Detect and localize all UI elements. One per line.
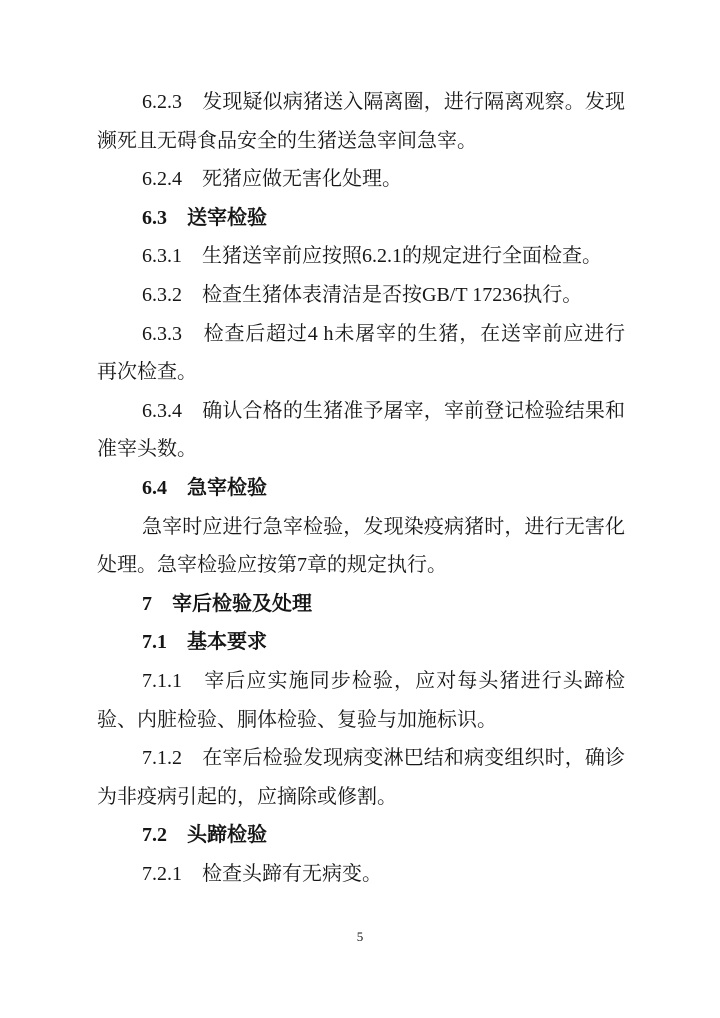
page-number: 5	[356, 929, 364, 944]
section-heading: 7 宰后检验及处理	[142, 592, 312, 615]
paragraph: 6.3.1 生猪送宰前应按照6.2.1的规定进行全面检查。	[142, 245, 602, 268]
paragraph: 急宰时应进行急宰检验，发现染疫病猪时，进行无害化处理。急宰检验应按第7章的规定执行。	[97, 515, 625, 577]
section-heading: 6.4 急宰检验	[142, 476, 267, 499]
paragraph: 6.3.4 确认合格的生猪准予屠宰，宰前登记检验结果和准宰头数。	[97, 399, 625, 461]
paragraph: 7.1.1 宰后应实施同步检验，应对每头猪进行头蹄检验、内脏检验、胴体检验、复验与加施标识。	[97, 669, 625, 731]
document-body	[97, 83, 625, 893]
paragraph: 6.3.2 检查生猪体表清洁是否按GB/T 17236执行。	[142, 283, 583, 306]
paragraph: 6.2.4 死猪应做无害化处理。	[142, 168, 402, 191]
paragraph: 7.2.1 检查头蹄有无病变。	[142, 862, 382, 885]
section-heading: 7.1 基本要求	[142, 631, 267, 654]
paragraph: 6.3.3 检查后超过4 h未屠宰的生猪，在送宰前应进行再次检查。	[97, 322, 625, 384]
section-heading: 7.2 头蹄检验	[142, 824, 267, 847]
paragraph: 7.1.2 在宰后检验发现病变淋巴结和病变组织时，确诊为非疫病引起的，应摘除或修割。	[97, 747, 625, 808]
section-heading: 6.3 送宰检验	[142, 206, 267, 229]
paragraph: 6.2.3 发现疑似病猪送入隔离圈，进行隔离观察。发现濒死且无碍食品安全的生猪送急宰间急宰。	[97, 91, 625, 152]
